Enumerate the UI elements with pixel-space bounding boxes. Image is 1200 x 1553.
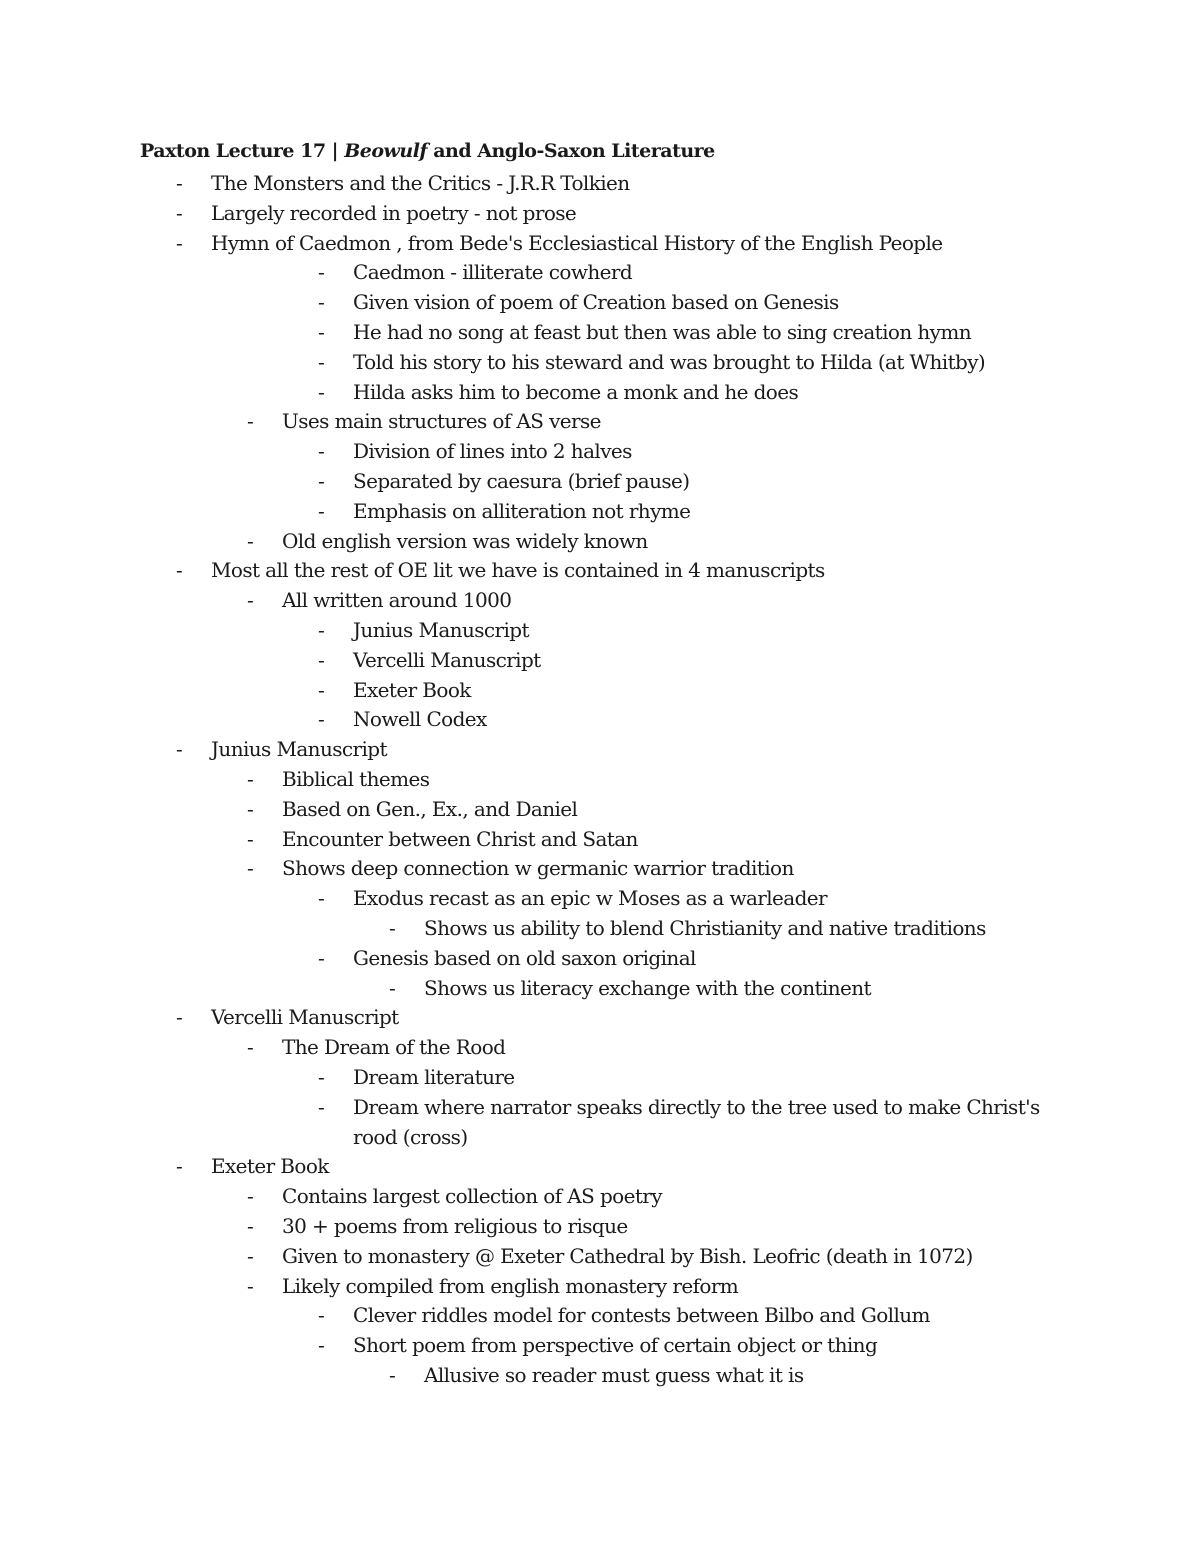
list-item: Given vision of poem of Creation based on Genesis bbox=[353, 290, 839, 315]
bullet-dash: - bbox=[318, 677, 325, 702]
bullet-dash: - bbox=[389, 916, 396, 940]
list-item: Short poem from perspective of certain object or thing bbox=[353, 1333, 878, 1358]
list-item: The Dream of the Rood bbox=[282, 1035, 506, 1060]
page-title bbox=[140, 140, 715, 162]
title-suffix: and Anglo-Saxon Literature bbox=[427, 140, 715, 162]
bullet-dash: - bbox=[389, 1363, 396, 1387]
bullet-dash: - bbox=[247, 767, 254, 791]
list-item: Vercelli Manuscript bbox=[353, 647, 541, 672]
bullet-dash: - bbox=[318, 1065, 325, 1089]
bullet-dash: - bbox=[318, 320, 325, 344]
list-item: Biblical themes bbox=[282, 767, 430, 791]
bullet-dash: - bbox=[318, 647, 325, 672]
list-item: 30 + poems from religious to risque bbox=[282, 1214, 628, 1238]
bullet-dash: - bbox=[176, 558, 183, 583]
list-item: Told his story to his steward and was brought to Hilda (at Whitby) bbox=[353, 349, 986, 374]
bullet-dash: - bbox=[389, 975, 396, 1000]
list-item: Encounter between Christ and Satan bbox=[282, 826, 638, 851]
list-item: Shows deep connection w germanic warrior tradition bbox=[282, 856, 794, 881]
list-item: Division of lines into 2 halves bbox=[353, 439, 632, 464]
list-item: Nowell Codex bbox=[353, 707, 487, 732]
bullet-dash: - bbox=[247, 826, 254, 851]
bullet-dash: - bbox=[247, 1035, 254, 1060]
list-item: Dream where narrator speaks directly to the tree used to make Christ's bbox=[353, 1094, 1040, 1119]
list-item: Given to monastery @ Exeter Cathedral by Bish. Leofric (death in 1072) bbox=[282, 1243, 973, 1268]
bullet-dash: - bbox=[318, 1303, 325, 1328]
bullet-dash: - bbox=[247, 1243, 254, 1268]
bullet-dash: - bbox=[247, 588, 254, 613]
list-item: Contains largest collection of AS poetry bbox=[282, 1184, 662, 1209]
list-item: He had no song at feast but then was able to sing creation hymn bbox=[353, 320, 972, 344]
list-item: Exeter Book bbox=[211, 1154, 329, 1179]
list-item: rood (cross) bbox=[353, 1124, 468, 1149]
bullet-dash: - bbox=[318, 945, 325, 970]
bullet-dash: - bbox=[318, 1333, 325, 1358]
list-item: Caedmon - illiterate cowherd bbox=[353, 260, 633, 285]
list-item: Separated by caesura (brief pause) bbox=[353, 469, 690, 493]
bullet-dash: - bbox=[318, 469, 325, 493]
list-item: All written around 1000 bbox=[282, 588, 512, 613]
bullet-dash: - bbox=[318, 498, 325, 523]
list-item: Based on Gen., Ex., and Daniel bbox=[282, 796, 578, 821]
title-italic: Beowulf bbox=[344, 140, 428, 162]
bullet-dash: - bbox=[176, 230, 183, 255]
list-item: Vercelli Manuscript bbox=[211, 1005, 399, 1030]
list-item: Most all the rest of OE lit we have is contained in 4 manuscripts bbox=[211, 558, 825, 583]
list-item: Shows us ability to blend Christianity and native traditions bbox=[424, 916, 986, 940]
list-item: Allusive so reader must guess what it is bbox=[424, 1363, 804, 1387]
bullet-dash: - bbox=[318, 886, 325, 911]
bullet-dash: - bbox=[318, 260, 325, 285]
bullet-dash: - bbox=[247, 1273, 254, 1298]
list-item: Genesis based on old saxon original bbox=[353, 945, 696, 970]
bullet-dash: - bbox=[318, 707, 325, 732]
list-item: Likely compiled from english monastery reform bbox=[282, 1273, 739, 1298]
title-prefix: Paxton Lecture 17 | bbox=[140, 140, 345, 162]
bullet-dash: - bbox=[318, 379, 325, 404]
bullet-dash: - bbox=[176, 200, 183, 225]
list-item: Shows us literacy exchange with the continent bbox=[424, 975, 871, 1000]
bullet-dash: - bbox=[247, 796, 254, 821]
bullet-dash: - bbox=[176, 171, 183, 195]
bullet-dash: - bbox=[318, 439, 325, 464]
bullet-dash: - bbox=[318, 290, 325, 315]
bullet-dash: - bbox=[247, 1184, 254, 1209]
list-item: Exodus recast as an epic w Moses as a warleader bbox=[353, 886, 828, 911]
bullet-dash: - bbox=[318, 349, 325, 374]
bullet-dash: - bbox=[247, 409, 254, 434]
list-item: Hymn of Caedmon , from Bede's Ecclesiastical History of the English People bbox=[211, 230, 943, 255]
list-item: Emphasis on alliteration not rhyme bbox=[353, 498, 691, 523]
bullet-dash: - bbox=[318, 618, 325, 642]
list-item: Clever riddles model for contests between Bilbo and Gollum bbox=[353, 1303, 930, 1328]
list-item: Uses main structures of AS verse bbox=[282, 409, 601, 434]
bullet-dash: - bbox=[247, 1214, 254, 1238]
bullet-dash: - bbox=[247, 528, 254, 553]
bullet-dash: - bbox=[176, 737, 183, 762]
list-item: Old english version was widely known bbox=[282, 528, 648, 553]
list-item: Dream literature bbox=[353, 1065, 515, 1089]
bullet-dash: - bbox=[318, 1094, 325, 1119]
list-item: Exeter Book bbox=[353, 677, 471, 702]
bullet-dash: - bbox=[176, 1005, 183, 1030]
list-item: Junius Manuscript bbox=[211, 737, 387, 762]
list-item: Junius Manuscript bbox=[353, 618, 529, 642]
list-item: Largely recorded in poetry - not prose bbox=[211, 200, 577, 225]
bullet-dash: - bbox=[176, 1154, 183, 1179]
bullet-dash: - bbox=[247, 856, 254, 881]
list-item: The Monsters and the Critics - J.R.R Tolkien bbox=[211, 171, 630, 195]
list-item: Hilda asks him to become a monk and he does bbox=[353, 379, 799, 404]
